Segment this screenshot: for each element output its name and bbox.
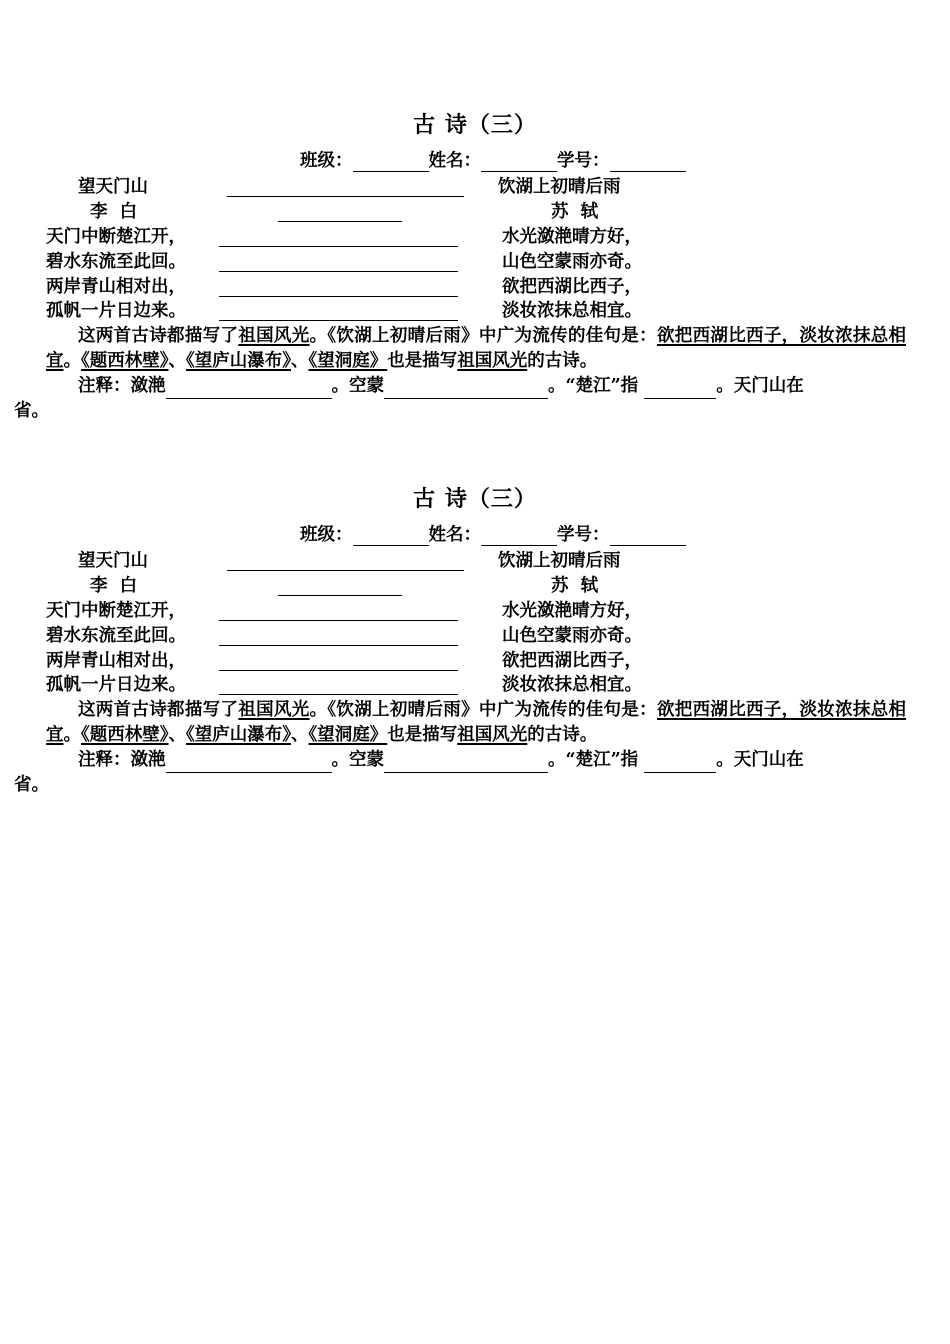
answer-line[interactable] bbox=[219, 246, 458, 247]
poem1-title: 望天门山 bbox=[78, 177, 148, 197]
student-info-row bbox=[300, 524, 686, 546]
worksheet-1 bbox=[0, 0, 950, 421]
poem1-line-3: 两岸青山相对出， bbox=[46, 277, 186, 297]
notes-paragraph: 注释：潋滟 。空蒙 。“楚江”指 。天门山在 省。 bbox=[14, 376, 804, 421]
poem2-title: 饮湖上初晴后雨 bbox=[498, 551, 621, 571]
poem2-line-4: 淡妆浓抹总相宜。 bbox=[502, 675, 642, 695]
poem1-line-2: 碧水东流至此回。 bbox=[46, 252, 186, 272]
poem2-line-2: 山色空蒙雨亦奇。 bbox=[502, 252, 642, 272]
answer-line[interactable] bbox=[278, 595, 402, 596]
poem1-line-4: 孤帆一片日边来。 bbox=[46, 675, 186, 695]
name-label: 姓名： bbox=[428, 151, 481, 171]
name-label: 姓名： bbox=[428, 525, 481, 545]
poem2-line-3: 欲把西湖比西子， bbox=[502, 651, 642, 671]
class-label: 班级： bbox=[300, 151, 353, 171]
student-info-row bbox=[300, 150, 686, 172]
class-blank[interactable] bbox=[353, 527, 429, 546]
poem2-author: 苏 轼 bbox=[551, 202, 599, 222]
note-blank[interactable] bbox=[166, 754, 332, 773]
answer-line[interactable] bbox=[278, 221, 402, 222]
poem2-line-3: 欲把西湖比西子， bbox=[502, 277, 642, 297]
number-label: 学号： bbox=[557, 151, 610, 171]
worksheet-2 bbox=[0, 374, 950, 795]
answer-line[interactable] bbox=[219, 271, 458, 272]
answer-line[interactable] bbox=[219, 620, 458, 621]
class-label: 班级： bbox=[300, 525, 353, 545]
poem2-line-2: 山色空蒙雨亦奇。 bbox=[502, 626, 642, 646]
answer-line[interactable] bbox=[219, 320, 458, 321]
worksheet-title: 古 诗（三） bbox=[413, 112, 537, 138]
poem2-line-4: 淡妆浓抹总相宜。 bbox=[502, 301, 642, 321]
answer-line[interactable] bbox=[219, 670, 458, 671]
poem1-line-2: 碧水东流至此回。 bbox=[46, 626, 186, 646]
answer-line[interactable] bbox=[219, 694, 458, 695]
number-label: 学号： bbox=[557, 525, 610, 545]
worksheet-title: 古 诗（三） bbox=[413, 486, 537, 512]
answer-line[interactable] bbox=[219, 296, 458, 297]
poem1-line-4: 孤帆一片日边来。 bbox=[46, 301, 186, 321]
answer-line[interactable] bbox=[227, 196, 464, 197]
notes-paragraph: 注释：潋滟 。空蒙 。“楚江”指 。天门山在 省。 bbox=[14, 750, 804, 795]
poem2-author: 苏 轼 bbox=[551, 576, 599, 596]
poem1-line-1: 天门中断楚江开， bbox=[46, 227, 186, 247]
poem1-title: 望天门山 bbox=[78, 551, 148, 571]
name-blank[interactable] bbox=[481, 153, 557, 172]
name-blank[interactable] bbox=[481, 527, 557, 546]
summary-paragraph: 这两首古诗都描写了祖国风光。《饮湖上初晴后雨》中广为流传的佳句是：欲把西湖比西子，淡妆浓抹总相宜。《题西林壁》、《望庐山瀑布》、《望洞庭》也是描写祖国风光的古诗。 bbox=[46, 700, 907, 745]
summary-paragraph: 这两首古诗都描写了祖国风光。《饮湖上初晴后雨》中广为流传的佳句是：欲把西湖比西子，淡妆浓抹总相宜。《题西林壁》、《望庐山瀑布》、《望洞庭》也是描写祖国风光的古诗。 bbox=[46, 326, 907, 371]
poem2-title: 饮湖上初晴后雨 bbox=[498, 177, 621, 197]
note-blank[interactable] bbox=[384, 754, 548, 773]
poem2-line-1: 水光潋滟晴方好， bbox=[502, 227, 642, 247]
number-blank[interactable] bbox=[610, 527, 686, 546]
poem1-line-3: 两岸青山相对出， bbox=[46, 651, 186, 671]
note-blank[interactable] bbox=[644, 754, 716, 773]
class-blank[interactable] bbox=[353, 153, 429, 172]
poem2-line-1: 水光潋滟晴方好， bbox=[502, 601, 642, 621]
number-blank[interactable] bbox=[610, 153, 686, 172]
poem1-author: 李 白 bbox=[90, 202, 138, 222]
poem1-line-1: 天门中断楚江开， bbox=[46, 601, 186, 621]
answer-line[interactable] bbox=[227, 570, 464, 571]
answer-line[interactable] bbox=[219, 645, 458, 646]
poem1-author: 李 白 bbox=[90, 576, 138, 596]
